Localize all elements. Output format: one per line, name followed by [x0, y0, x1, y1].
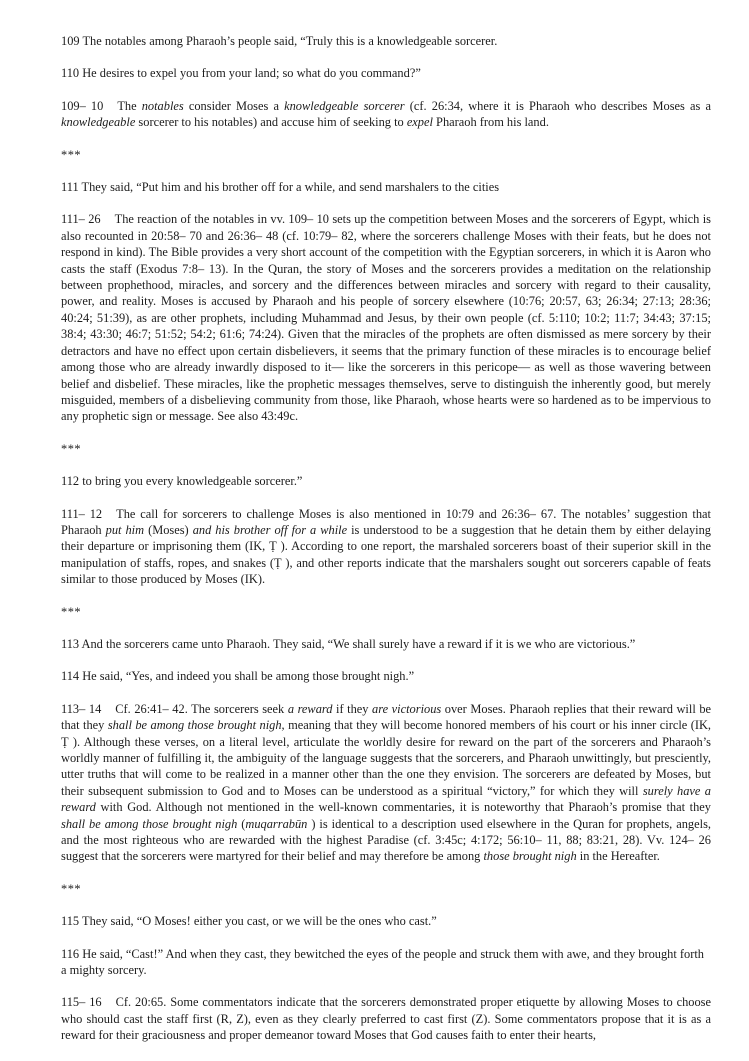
commentary-body [61, 212, 711, 423]
section-divider: *** [61, 604, 82, 619]
commentary-paragraph [61, 98, 711, 131]
body-text: ( [237, 816, 246, 831]
emphasis-text: shall be among those brought nigh [61, 816, 238, 831]
body-text: over Moses. Pharaoh replies that their reward will be that they [61, 701, 712, 733]
emphasis-text: muqarrabūn [245, 816, 308, 831]
section-divider: *** [61, 441, 82, 456]
body-text: Cf. 26:41– 42. The sorcerers seek [115, 701, 288, 716]
verse-paragraph: 110 He desires to expel you from your land; so what do you command?” [61, 66, 421, 81]
body-text: The [117, 98, 142, 113]
verse-paragraph: 114 He said, “Yes, and indeed you shall be among those brought nigh.” [61, 669, 415, 684]
emphasis-text: and his brother off for a while [192, 522, 348, 537]
commentary-body [61, 507, 711, 587]
commentary-reference: 111– 12 [61, 506, 103, 521]
body-text: sorcerer to his notables) and accuse him of seeking to [135, 115, 407, 130]
emphasis-text: put him [105, 522, 145, 537]
commentary-paragraph [61, 506, 711, 588]
body-text: in the Hereafter. [576, 849, 660, 864]
body-text: meaning that they will become honored members of his court or his inner circle (IK, Ṭ ). Although these verses, on a literal level, articulate the worldly desire for reward on the part of the sorcerers and Pharaoh’s worldly manner of fulfilling it, the ambiguity of the language suggests that the sorcerers, and Pharaoh unwittingly, but presciently, utter truths that will come to be realized in a manner other than the one they envision. The sorcerers are defeated by Moses, but their subsequent submission to God and to Moses can be understood as a spiritual “victory,” for which they will [61, 718, 711, 798]
body-text: (Moses) [144, 522, 193, 537]
section-divider: *** [61, 147, 82, 162]
emphasis-text: are victorious [372, 701, 442, 716]
body-text: is understood to be a suggestion that he detain them by either delaying their departure or imprisoning them (IK, Ṭ ). According to one report, the marshaled sorcerers boast of their superior skill in the manipulation of staffs, ropes, and snakes (Ṭ ), and other reports indicate that the marshalers sought out sorcerers capable of feats similar to those produced by Moses (IK). [61, 522, 711, 587]
body-text: Pharaoh from his land. [432, 115, 549, 130]
body-text: (cf. 26:34, where it is Pharaoh who describes Moses as a [404, 98, 711, 113]
commentary-body [61, 99, 711, 129]
verse-paragraph: 113 And the sorcerers came unto Pharaoh. They said, “We shall surely have a reward if it is we who are victorious.” [61, 636, 636, 651]
emphasis-text: a reward [287, 701, 333, 716]
commentary-reference: 109– 10 [61, 98, 104, 113]
emphasis-text: shall be among those brought nigh, [107, 718, 285, 733]
emphasis-text: expel [406, 115, 433, 130]
commentary-reference: 111– 26 [61, 212, 101, 227]
verse-paragraph: 115 They said, “O Moses! either you cast, or we will be the ones who cast.” [61, 914, 437, 929]
verse-paragraph: 111 They said, “Put him and his brother off for a while, and send marshalers to the cities [61, 180, 500, 195]
section-divider: *** [61, 881, 82, 896]
body-text: Cf. 20:65. Some commentators indicate that the sorcerers demonstrated proper etiquette by allowing Moses to choose who should cast the staff first (R, Z), even as they clearly preferred to cast first (Z). Some commentators propose that it is as a reward for their graciousness and proper demeanor toward Moses that God causes faith to enter their hearts, [61, 995, 711, 1043]
commentary-reference: 115– 16 [61, 995, 102, 1010]
commentary-reference: 113– 14 [61, 701, 102, 716]
commentary-body [61, 995, 711, 1042]
body-text: with God. Although not mentioned in the well-known commentaries, it is noteworthy that Pharaoh’s promise that they [95, 800, 711, 815]
commentary-body [61, 702, 711, 864]
commentary-paragraph [61, 701, 711, 865]
emphasis-text: knowledgeable sorcerer [284, 98, 405, 113]
verse-paragraph: 112 to bring you every knowledgeable sorcerer.” [61, 474, 303, 489]
body-text: ) is identical to a description used elsewhere in the Quran for prophets, angels, and the most righteous who are rewarded with the highest Paradise (cf. 3:45c; 4:172; 56:10– 11, 88; 83:21, 28). Vv. 124– 26 suggest that the sorcerers were martyred for their belief and may therefore be among [61, 816, 711, 864]
emphasis-text: knowledgeable [61, 115, 136, 130]
body-text: consider Moses a [183, 98, 285, 113]
emphasis-text: notables [141, 98, 184, 113]
emphasis-text: those brought nigh [483, 849, 577, 864]
commentary-paragraph [61, 994, 711, 1043]
body-text: The reaction of the notables in vv. 109– 10 sets up the competition between Moses and the sorcerers of Egypt, which is also recounted in 20:58– 70 and 26:36– 48 (cf. 10:79– 82, where the sorcerers challenge Moses with their feats, but he does not respond in kind). The Bible provides a very short account of the competition with the Egyptian sorcerers, in which it is Aaron who casts the staff (Exodus 7:8– 13). In the Quran, the story of Moses and the sorcerers provides a meditation on the relationship between prophethood, miracles, and sorcery and the differences between miracles and sorcery with regard to their causality, power, and reality. Moses is accused by Pharaoh and his people of sorcery elsewhere (10:76; 20:57, 63; 26:34; 27:13; 28:36; 40:24; 51:39), as are other prophets, including Muhammad and Jesus, by their own people (cf. 5:110; 10:2; 11:7; 34:43; 37:15; 38:4; 43:30; 46:7; 51:52; 54:2; 61:6; 74:24). Given that the miracles of the prophets are often dismissed as mere sorcery by their detractors and have no effect upon certain disbelievers, it seems that the primary function of these miracles is to encourage belief among those who are already inwardly disposed to it— like the sorcerers in this pericope— as well as those wavering between belief and disbelief. These miracles, like the prophetic messages themselves, serve to distinguish the inherently good, but merely misguided, members of a disbelieving community from those, like Pharaoh, whose hearts were so hardened as to be impervious to any prophetic sign or message. See also 43:49c. [61, 212, 711, 424]
body-text: if they [332, 701, 373, 716]
verse-paragraph: 116 He said, “Cast!” And when they cast, they bewitched the eyes of the people and struck them with awe, and they brought forth a mighty sorcery. [61, 946, 704, 978]
body-text: The call for sorcerers to challenge Moses is also mentioned in 10:79 and 26:36– 67. The notables’ suggestion that Pharaoh [61, 506, 711, 537]
commentary-paragraph [61, 211, 711, 424]
emphasis-text: surely have a reward [61, 783, 711, 815]
verse-paragraph: 109 The notables among Pharaoh’s people said, “Truly this is a knowledgeable sorcerer. [61, 34, 498, 48]
text-column [61, 33, 711, 1060]
